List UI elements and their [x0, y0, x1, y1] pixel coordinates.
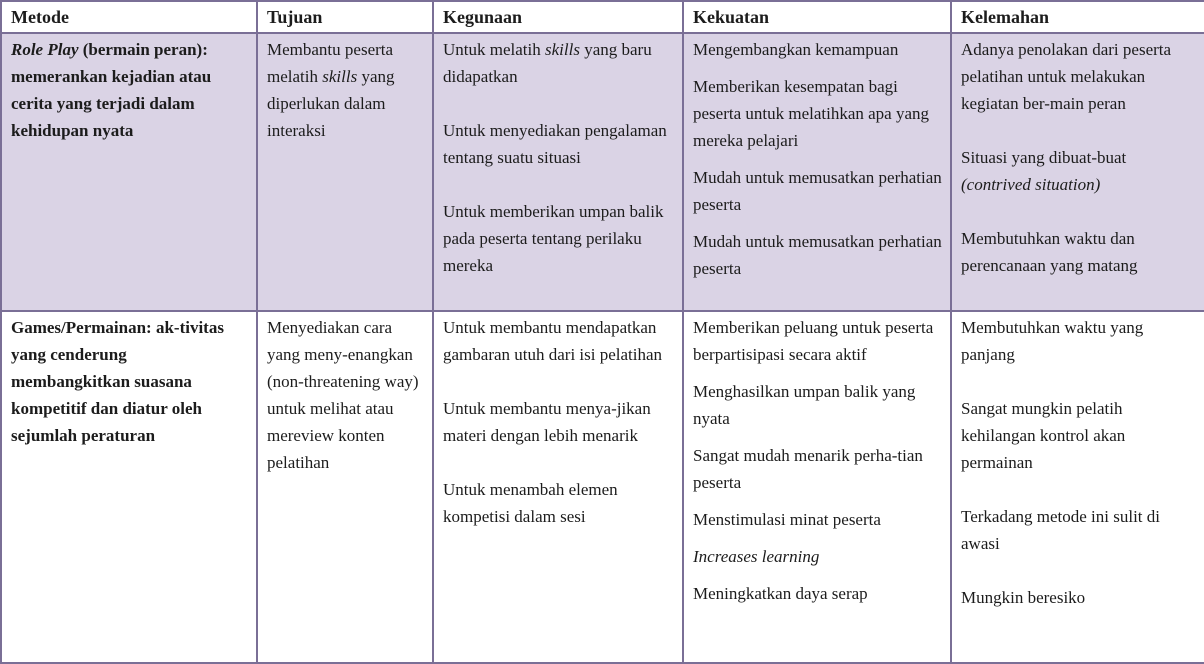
- paragraph: [11, 36, 248, 144]
- paragraph: [443, 314, 674, 368]
- paragraph: [11, 314, 248, 449]
- paragraph: [693, 314, 942, 368]
- cell-role-play-tujuan: [257, 33, 433, 311]
- column-header-kekuatan: Kekuatan: [683, 1, 951, 33]
- text-run: Increases learning: [693, 547, 820, 566]
- cell-role-play-metode: [1, 33, 257, 311]
- paragraph: [961, 314, 1196, 368]
- text-run: Sangat mungkin pelatih kehilangan kontrol akan permainan: [961, 399, 1126, 472]
- text-run: Menyediakan cara yang meny-enangkan (non-threatening way) untuk melihat atau mereview konten pelatihan: [267, 318, 419, 472]
- paragraph: [693, 36, 942, 63]
- text-run: Untuk memberikan umpan balik pada peserta tentang perilaku mereka: [443, 202, 664, 275]
- text-run: yang baru didapatkan: [443, 40, 652, 86]
- text-run: skills: [544, 40, 580, 59]
- paragraph: [443, 117, 674, 171]
- table-row: [1, 33, 1204, 311]
- table-header-row: [1, 1, 1204, 33]
- blank-line: [961, 557, 1196, 584]
- text-run: Untuk menyediakan pengalaman tentang suatu situasi: [443, 121, 667, 167]
- text-run: Memberikan peluang untuk peserta berpartisipasi secara aktif: [693, 318, 934, 364]
- paragraph: [961, 395, 1196, 476]
- text-run: Untuk menambah elemen kompetisi dalam sesi: [443, 480, 618, 526]
- paragraph: [267, 314, 424, 476]
- paragraph: [693, 580, 942, 607]
- text-run: Mengembangkan kemampuan: [693, 40, 899, 59]
- text-run: Sangat mudah menarik perha-tian peserta: [693, 446, 923, 492]
- blank-line: [443, 368, 674, 395]
- paragraph: [443, 395, 674, 449]
- blank-line: [443, 171, 674, 198]
- blank-line: [961, 368, 1196, 395]
- cell-role-play-kelemahan: [951, 33, 1204, 311]
- text-run: Untuk membantu mendapatkan gambaran utuh dari isi pelatihan: [443, 318, 663, 364]
- table-row: [1, 311, 1204, 663]
- paragraph: [961, 144, 1196, 198]
- paragraph: [961, 225, 1196, 279]
- cell-role-play-kegunaan: [433, 33, 683, 311]
- blank-line: [961, 476, 1196, 503]
- blank-line: [961, 198, 1196, 225]
- cell-games-kekuatan: [683, 311, 951, 663]
- paragraph: [443, 36, 674, 90]
- blank-line: [443, 449, 674, 476]
- paragraph: [961, 503, 1196, 557]
- text-run: Memberikan kesempatan bagi peserta untuk melatihkan apa yang mereka pelajari: [693, 77, 930, 150]
- text-run: Menghasilkan umpan balik yang nyata: [693, 382, 916, 428]
- text-run: Role Play: [11, 40, 79, 59]
- text-run: (bermain peran): memerankan kejadian atau cerita yang terjadi dalam kehidupan nyata: [11, 40, 212, 140]
- paragraph: [693, 506, 942, 533]
- text-run: Untuk melatih: [443, 40, 545, 59]
- text-run: Untuk membantu menya-jikan materi dengan lebih menarik: [443, 399, 651, 445]
- column-header-kelemahan: Kelemahan: [951, 1, 1204, 33]
- text-run: Membantu peserta melatih: [267, 40, 394, 86]
- cell-games-kelemahan: [951, 311, 1204, 663]
- text-run: Membutuhkan waktu dan perencanaan yang matang: [961, 229, 1138, 275]
- text-run: (contrived situation): [961, 175, 1101, 194]
- column-header-metode: Metode: [1, 1, 257, 33]
- column-header-tujuan: Tujuan: [257, 1, 433, 33]
- paragraph: [267, 36, 424, 144]
- cell-games-kegunaan: [433, 311, 683, 663]
- cell-games-tujuan: [257, 311, 433, 663]
- blank-line: [443, 90, 674, 117]
- column-header-kegunaan: Kegunaan: [433, 1, 683, 33]
- text-run: Terkadang metode ini sulit di awasi: [961, 507, 1160, 553]
- blank-line: [961, 117, 1196, 144]
- text-run: Situasi yang dibuat-buat: [961, 148, 1127, 167]
- text-run: Adanya penolakan dari peserta pelatihan untuk melakukan kegiatan ber-main peran: [961, 40, 1172, 113]
- paragraph: [693, 442, 942, 496]
- paragraph: [693, 543, 942, 570]
- text-run: yang diperlukan dalam interaksi: [267, 67, 395, 140]
- text-run: Games/Permainan: ak-tivitas yang cenderung membangkitkan suasana kompetitif dan diatur oleh sejumlah peraturan: [11, 318, 224, 445]
- paragraph: [961, 36, 1196, 117]
- paragraph: [693, 378, 942, 432]
- paragraph: [443, 198, 674, 279]
- cell-role-play-kekuatan: [683, 33, 951, 311]
- text-run: Mudah untuk memusatkan perhatian peserta: [693, 168, 942, 214]
- text-run: Meningkatkan daya serap: [693, 584, 868, 603]
- text-run: Mungkin beresiko: [961, 588, 1086, 607]
- paragraph: [443, 476, 674, 530]
- paragraph: [693, 164, 942, 218]
- paragraph: [693, 73, 942, 154]
- paragraph: [961, 584, 1196, 611]
- text-run: Membutuhkan waktu yang panjang: [961, 318, 1144, 364]
- table-body: [1, 33, 1204, 663]
- cell-games-metode: [1, 311, 257, 663]
- text-run: Menstimulasi minat peserta: [693, 510, 881, 529]
- text-run: Mudah untuk memusatkan perhatian peserta: [693, 232, 942, 278]
- paragraph: [693, 228, 942, 282]
- text-run: skills: [322, 67, 358, 86]
